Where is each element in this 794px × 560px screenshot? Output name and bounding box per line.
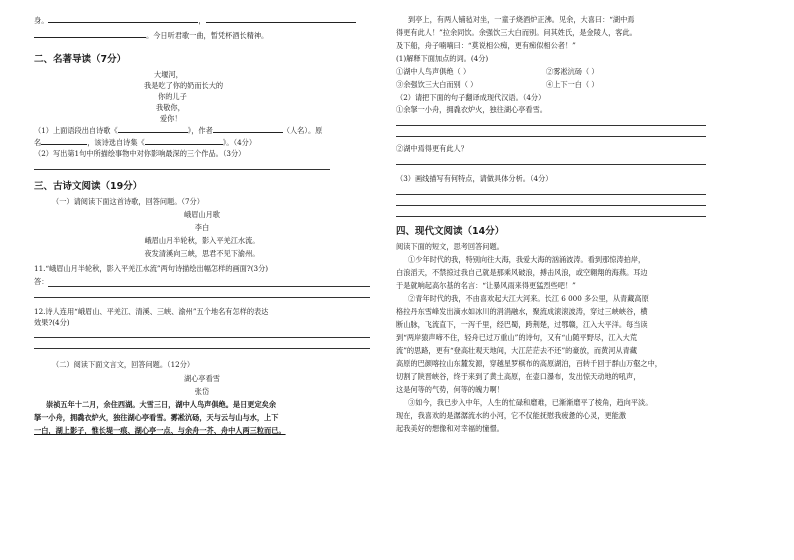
question-12-line-2: 效果?(4分)	[34, 318, 70, 327]
question-11: 11.“峨眉山月半轮秋，影入平羌江水流”两句诗描绘出幅怎样的画面?(3分)	[34, 264, 269, 273]
text-fragment: 名	[34, 138, 42, 147]
option-item[interactable]: ④上下一白（ ）	[546, 80, 599, 89]
prose-title: 湖心亭看雪	[184, 374, 220, 383]
text-fragment: （人名）。原	[282, 126, 323, 135]
section-2-title: 二、名著导读（7分）	[34, 54, 127, 65]
article-line: ③如今，我已步入中年，人生的忙碌和磨难，已渐渐磨平了棱角，趋向平淡。	[408, 398, 653, 407]
subsection-1: （一）请阅读下面这首诗歌，回答问题。（7分）	[52, 197, 204, 206]
text-fragment: 》，作者	[187, 126, 213, 135]
text-fragment: （1）上面语段出自诗歌《	[34, 126, 118, 135]
answer-line[interactable]	[396, 164, 706, 165]
article-line: ②青年时代的我，不由喜欢起大江大河来。长江 6 000 多公里，从青藏高原	[408, 294, 649, 303]
text-fragment: ，	[198, 16, 206, 25]
question-1-line-2	[34, 136, 370, 148]
text-fragment: ，该诗选自诗集《	[87, 138, 145, 147]
question-12-line-1: 12.诗人连用“峨眉山、平羌江、清溪、三峡、渝州”五个地名有怎样的表达	[34, 307, 269, 316]
answer-line[interactable]	[34, 348, 370, 349]
poem-line: 爱你！	[160, 114, 182, 123]
answer-blank[interactable]	[118, 124, 188, 133]
poem-line: 我敬你，	[156, 103, 185, 112]
answer-line[interactable]	[396, 205, 706, 206]
right-column	[396, 14, 706, 434]
answer-line[interactable]	[34, 169, 330, 170]
section-4-title: 四、现代文阅读（14分）	[396, 226, 505, 237]
poem-line: 我是吃了你的奶而长大的	[144, 81, 224, 90]
prose-line: 崇祯五年十二月，余住西湖。大雪三日，湖中人鸟声俱绝。是日更定矣余	[46, 400, 277, 409]
poem-excerpt	[144, 69, 370, 124]
option-item[interactable]: ①湖中人鸟声俱绝（ ）	[396, 67, 471, 76]
article-line: 流”的思路，更有“登高壮观天地间，大江茫茫去不还”的豪放，而黄河从青藏	[396, 346, 638, 355]
article-body	[396, 254, 706, 434]
section-3-title: 三、古诗文阅读（19分）	[34, 181, 143, 192]
answer-blank[interactable]	[206, 14, 356, 23]
poem-line: 你的儿子	[158, 92, 187, 101]
poem-line: 峨眉山月半轮秋，影入平羌江水流。	[144, 236, 260, 245]
question-r3: （3）画线描写有何特点，请做具体分析。（4分）	[396, 174, 553, 183]
question-r2: （2）请把下面的句子翻译成现代汉语。（4分）	[396, 93, 546, 102]
prose-line: 得更有此人！”拉余同饮。余强饮三大白而别。问其姓氏，是金陵人，客此。	[396, 28, 637, 37]
section-4-intro: 阅读下面的短文，思考回答问题。	[396, 242, 504, 251]
option-item[interactable]: ③余强饮三大白而别（ ）	[396, 80, 478, 89]
top-line-2	[34, 29, 370, 41]
answer-line[interactable]	[34, 337, 370, 338]
options-row	[396, 79, 706, 90]
poem-line: 夜发清溪向三峡，思君不见下渝州。	[144, 249, 260, 258]
prose-line-underlined: 一白，湖上影子，惟长堤一痕、湖心亭一点、与余舟一芥、舟中人两三粒而已。	[34, 426, 286, 435]
article-line: 这是何等的气势，何等的魄力啊！	[396, 385, 504, 394]
option-item[interactable]: ②雾凇沆砀（ ）	[546, 67, 599, 76]
text-fragment: 身。	[34, 16, 49, 25]
article-line: 白浪滔天，不禁掠过我自己就是那乘风破浪，搏击风浪，或空翱翔的海燕。耳边	[396, 268, 648, 277]
answer-line[interactable]	[396, 194, 706, 195]
article-line: 断山脉，飞流直下，一泻千里，经巴蜀，跨荆楚，过鄂赣，江入大平洋。每当读	[396, 320, 648, 329]
answer-line[interactable]	[34, 297, 370, 298]
article-line: 切割了陕晋峡谷，终于来到了黄土高原，在壶口瀑布，发出惊天动地的吼声，	[396, 372, 641, 381]
prose-line	[34, 412, 370, 423]
poem-line: 大堰河，	[154, 70, 183, 79]
sentence-1: ①余拏一小舟，拥毳衣炉火，独往湖心亭看雪。	[396, 105, 547, 114]
article-line: 格拉丹东雪峰发出滴水如冰川的涓涓融水，聚流成滚滚波涛，穿过三峡峡谷，横	[396, 307, 648, 316]
article-line: 到“两岸猿声啼不住，轻舟已过万重山”的诗句，又有“山随平野尽，江入大荒	[396, 333, 638, 342]
question-2: （2）写出第1句中所描绘事物中对你影响最深的三个作品。（3分）	[34, 149, 246, 158]
prose-author: 张岱	[194, 387, 210, 396]
prose-line: 及下船，舟子喃喃曰：“莫说相公痴，更有痴似相公者！”	[396, 41, 576, 50]
answer-line[interactable]	[396, 136, 706, 137]
text-fragment: 。今日听君歌一曲，暂凭杯酒长精神。	[146, 31, 269, 40]
prose-line: 到亭上，有两人铺毡对坐，一童子烧酒炉正沸。见余，大喜曰：“湖中焉	[408, 15, 635, 24]
article-line: ①少年时代的我，特别向往大海，我爱大海的汹涌波涛。看到那惊涛拍岸，	[408, 255, 646, 264]
answer-blank[interactable]	[34, 29, 146, 38]
answer-blank[interactable]	[145, 136, 223, 145]
text-fragment: 》。（4分）	[222, 138, 257, 147]
article-line: 起我美好的想像和对幸福的憧憬。	[396, 424, 504, 433]
poem-author: 李白	[194, 223, 210, 232]
prose-text: 拏一小舟，拥毳衣炉火，独往湖心亭看雪。雾凇沆砀，天与云与山与水，上下	[34, 413, 279, 422]
answer-line[interactable]	[396, 125, 706, 126]
answer-blank[interactable]	[48, 14, 198, 23]
subsection-2: （二）阅读下面文言文，回答问题。（12分）	[52, 360, 195, 369]
question-1-line-1	[34, 124, 370, 136]
sentence-2: ②湖中焉得更有此人？	[396, 144, 468, 153]
left-column	[34, 14, 370, 436]
options-row	[396, 66, 706, 77]
poem-title: 峨眉山月歌	[184, 210, 220, 219]
answer-blank[interactable]	[41, 136, 87, 145]
question-r1: (1)解释下面加点的词。(4分)	[396, 54, 489, 63]
answer-label: 答：	[34, 277, 49, 286]
article-line: 于是就响起高尔基的名言：“让暴风雨来得更猛烈些吧！”	[396, 281, 576, 290]
top-line-1	[34, 14, 370, 26]
article-line: 现在，我喜欢的是潺潺流水的小河，它不仅能抚慰我疲惫的心灵，更能激	[396, 411, 627, 420]
answer-blank[interactable]	[213, 124, 283, 133]
answer-line[interactable]	[48, 286, 370, 287]
answer-line[interactable]	[396, 216, 706, 217]
article-line: 高原的巴颜喀拉山东麓发源，穿越星罗棋布的高原湖泊，百转千回于群山万壑之中，	[396, 359, 662, 368]
answer-row	[34, 276, 370, 287]
